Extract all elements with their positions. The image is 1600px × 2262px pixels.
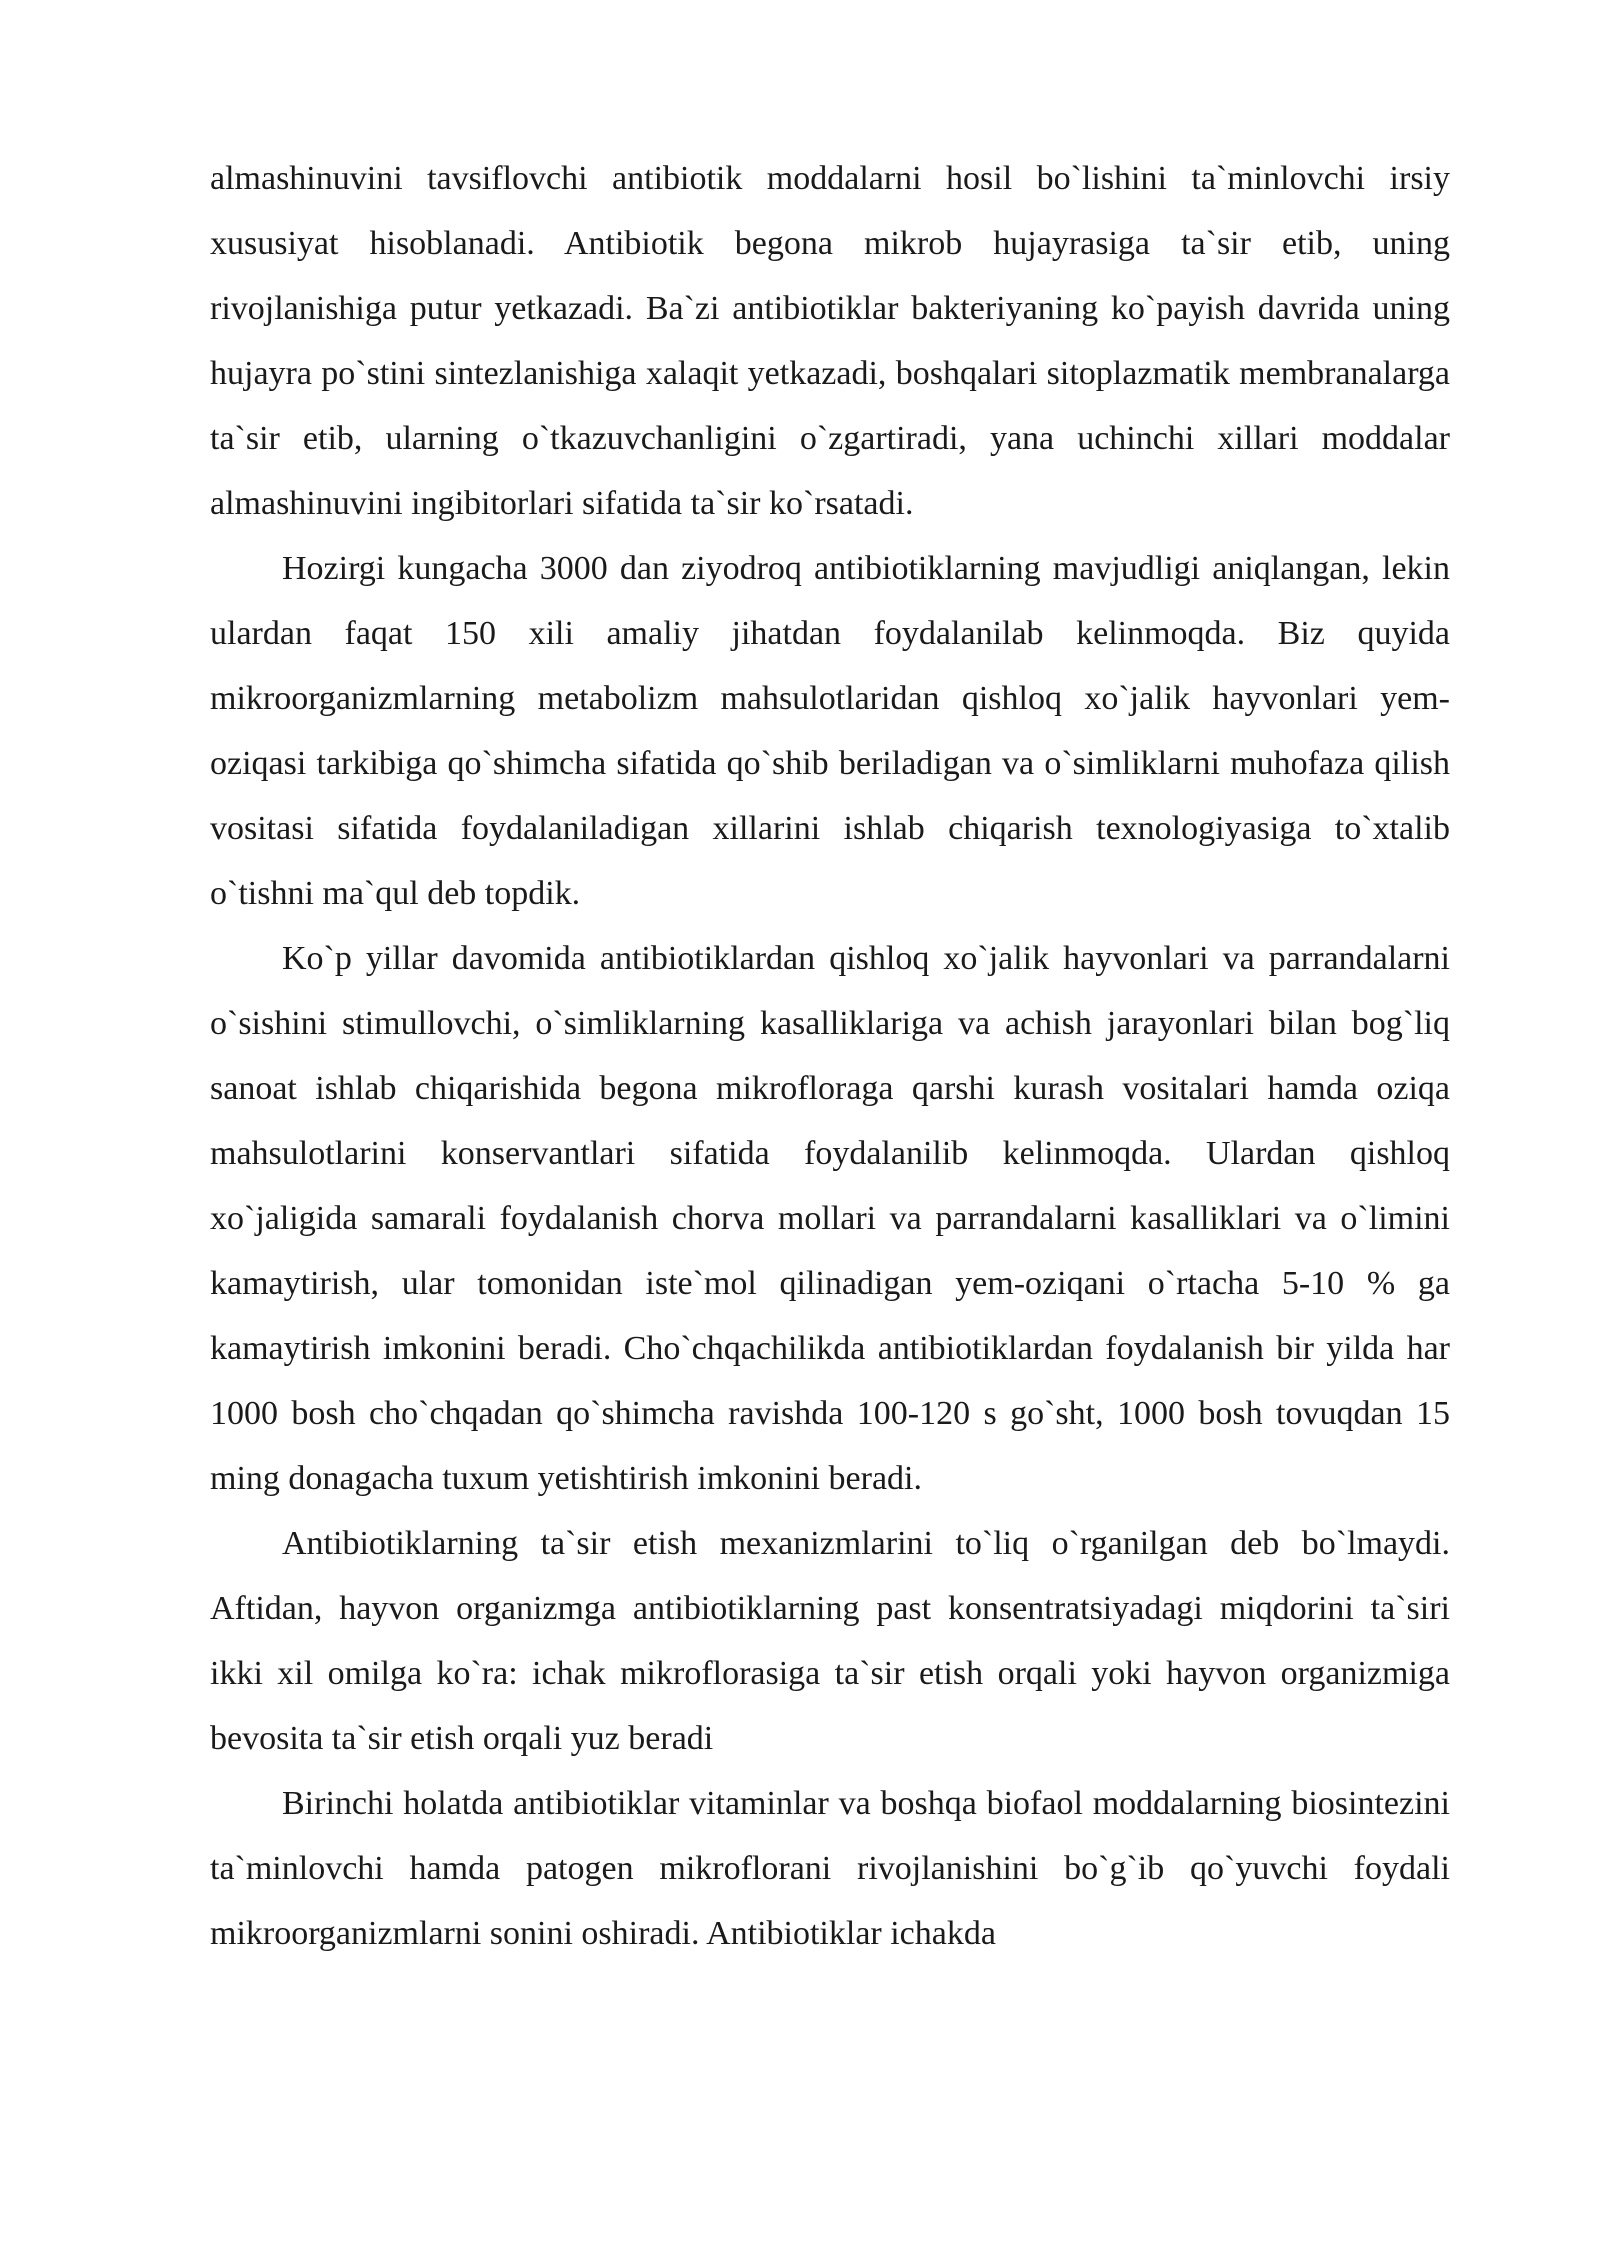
paragraph-3: Ko`p yillar davomida antibiotiklardan qishloq xo`jalik hayvonlari va parrandalarni o`sishini stimullovchi, o`simliklarning kasalliklariga va achish jarayonlari bilan bog`liq sanoat ishlab chiqarishida begona mikrofloraga qarshi kurash vositalari hamda oziqa mahsulotlarini konservantlari sifatida foydalanilib kelinmoqda. Ulardan qishloq xo`jaligida samarali foydalanish chorva mollari va parrandalarni kasalliklari va o`limini kamaytirish, ular tomonidan iste`mol qilinadigan yem-oziqani o`rtacha 5-10 % ga kamaytirish imkonini beradi. Cho`chqachilikda antibiotiklardan foydalanish bir yilda har 1000 bosh cho`chqadan qo`shimcha ravishda 100-120 s go`sht, 1000 bosh tovuqdan 15 ming donagacha tuxum yetishtirish imkonini beradi. bbox=[210, 940, 1450, 1497]
paragraph-4: Antibiotiklarning ta`sir etish mexanizmlarini to`liq o`rganilgan deb bo`lmaydi. Aftidan, hayvon organizmga antibiotiklarning past konsentratsiyadagi miqdorini ta`siri ikki xil omilga ko`ra: ichak mikroflorasiga ta`sir etish orqali yoki hayvon organizmiga bevosita ta`sir etish orqali yuz beradi bbox=[210, 1525, 1450, 1757]
document-body bbox=[210, 146, 1450, 1966]
paragraph-5: Birinchi holatda antibiotiklar vitaminlar va boshqa biofaol moddalarning biosintezini ta`minlovchi hamda patogen mikroflorani rivojlanishini bo`g`ib qo`yuvchi foydali mikroorganizmlarni sonini oshiradi. Antibiotiklar ichakda bbox=[210, 1785, 1450, 1952]
paragraph-1: almashinuvini tavsiflovchi antibiotik moddalarni hosil bo`lishini ta`minlovchi irsiy xususiyat hisoblanadi. Antibiotik begona mikrob hujayrasiga ta`sir etib, uning rivojlanishiga putur yetkazadi. Ba`zi antibiotiklar bakteriyaning ko`payish davrida uning hujayra po`stini sintezlanishiga xalaqit yetkazadi, boshqalari sitoplazmatik membranalarga ta`sir etib, ularning o`tkazuvchanligini o`zgartiradi, yana uchinchi xillari moddalar almashinuvini ingibitorlari sifatida ta`sir ko`rsatadi. bbox=[210, 160, 1450, 522]
paragraph-2: Hozirgi kungacha 3000 dan ziyodroq antibiotiklarning mavjudligi aniqlangan, lekin ulardan faqat 150 xili amaliy jihatdan foydalanilab kelinmoqda. Biz quyida mikroorganizmlarning metabolizm mahsulotlaridan qishloq xo`jalik hayvonlari yem-oziqasi tarkibiga qo`shimcha sifatida qo`shib beriladigan va o`simliklarni muhofaza qilish vositasi sifatida foydalaniladigan xillarini ishlab chiqarish texnologiyasiga to`xtalib o`tishni ma`qul deb topdik. bbox=[210, 550, 1450, 912]
